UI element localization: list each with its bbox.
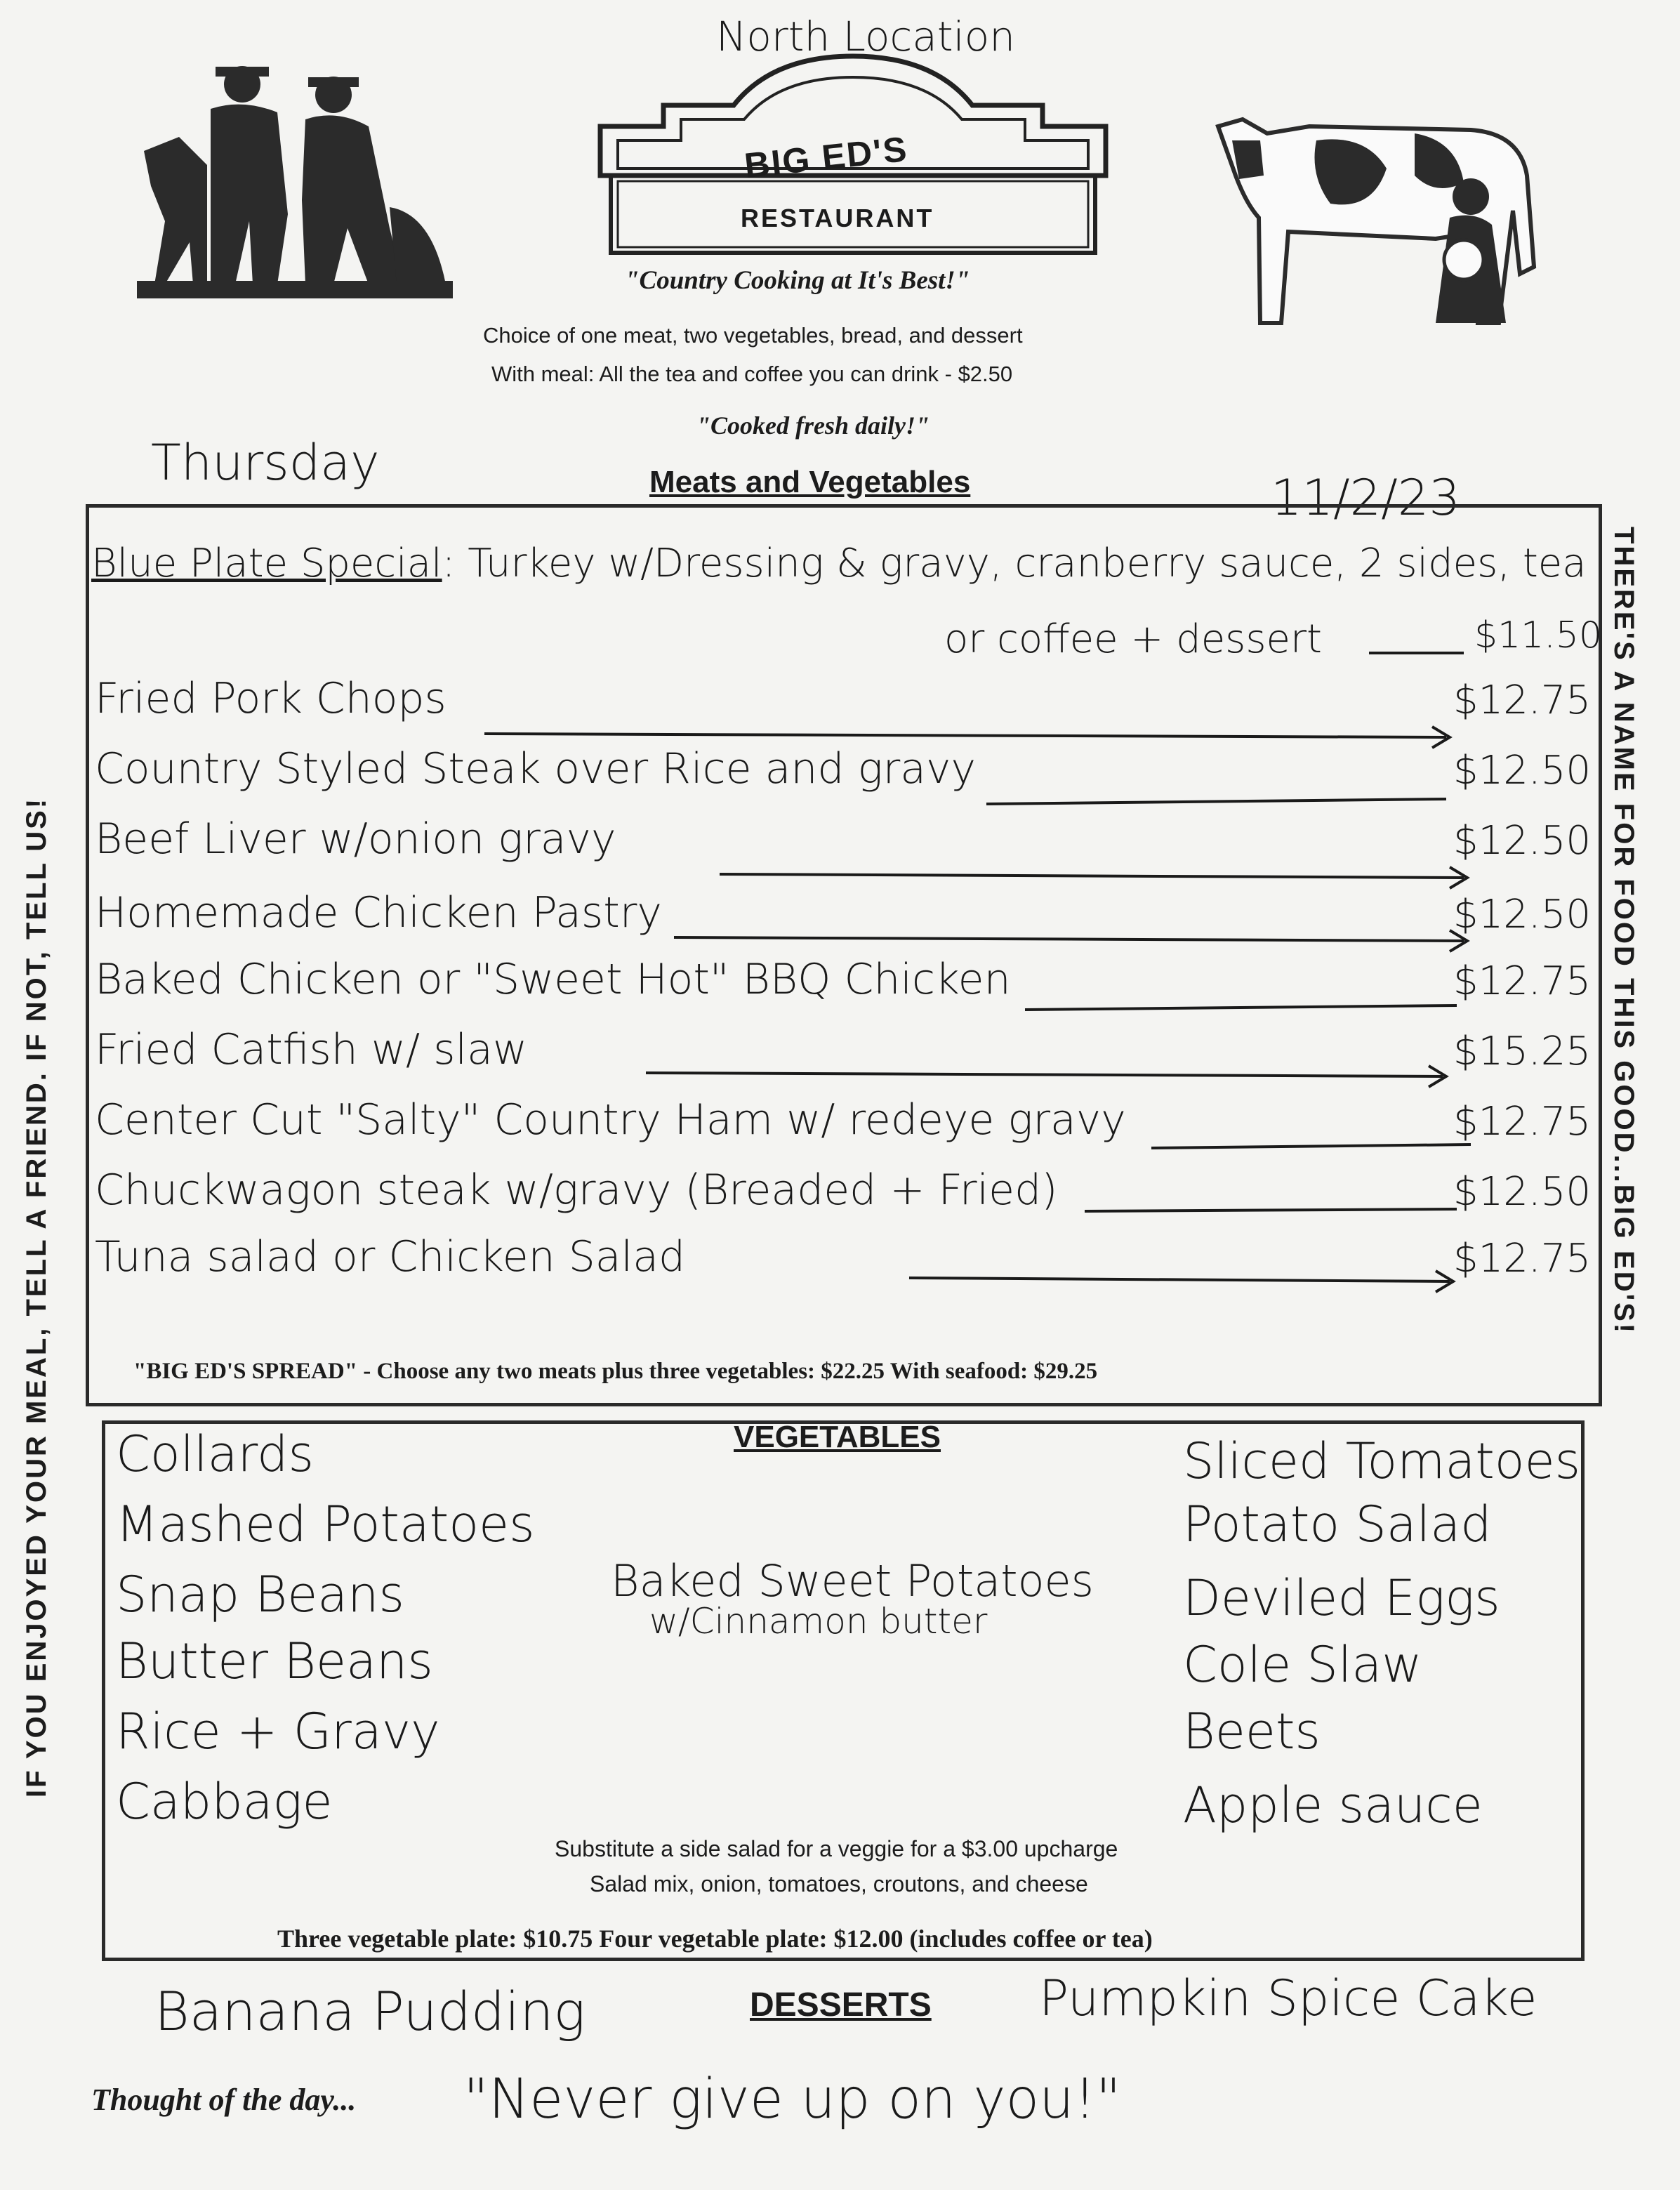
menu-item-price: $12.50	[1453, 818, 1591, 864]
special-price: $11.50	[1474, 614, 1602, 657]
vegetable-item: Deviled Eggs	[1183, 1569, 1500, 1627]
vegetable-item: Cabbage	[116, 1773, 333, 1831]
menu-item-price: $12.50	[1453, 892, 1591, 937]
special-label: Blue Plate Special	[91, 541, 442, 586]
menu-item-price: $12.75	[1453, 1236, 1591, 1281]
farmers-silhouette-icon	[137, 60, 453, 323]
desserts-heading: DESSERTS	[750, 1986, 932, 2024]
menu-item-name: Fried Catfish w/ slaw	[95, 1025, 528, 1074]
special-description: : Turkey w/Dressing & gravy, cranberry sauce, 2 sides, tea	[442, 541, 1587, 586]
vegetables-heading: VEGETABLES	[734, 1420, 941, 1454]
menu-item-price: $12.75	[1453, 958, 1591, 1004]
menu-item-name: Tuna salad or Chicken Salad	[95, 1232, 686, 1281]
menu-date: 11/2/23	[1271, 469, 1460, 527]
menu-item-name: Chuckwagon steak w/gravy (Breaded + Fried)	[95, 1166, 1058, 1215]
tagline: "Country Cooking at It's Best!"	[625, 266, 970, 295]
salad-substitute-note: Substitute a side salad for a veggie for a $3.00 upcharge	[555, 1836, 1118, 1861]
menu-item-name: Country Styled Steak over Rice and gravy	[95, 744, 977, 793]
logo-name: BIG ED'S	[742, 128, 910, 186]
menu-item-price: $12.50	[1453, 748, 1591, 793]
location-note: North Location	[716, 13, 1015, 60]
vegetable-item: Snap Beans	[116, 1566, 405, 1623]
special-description-cont: or coffee + dessert	[944, 616, 1322, 662]
cooked-fresh-note: "Cooked fresh daily!"	[696, 411, 930, 440]
meats-heading: Meats and Vegetables	[649, 465, 971, 499]
vegetable-item: Mashed Potatoes	[116, 1496, 535, 1553]
vegetable-item: Butter Beans	[116, 1632, 433, 1690]
vegetable-special-note: w/Cinnamon butter	[649, 1601, 988, 1642]
menu-item-name: Center Cut "Salty" Country Ham w/ redeye gravy	[95, 1095, 1126, 1145]
menu-item-name: Beef Liver w/onion gravy	[95, 814, 616, 864]
vegetable-item: Apple sauce	[1183, 1776, 1483, 1834]
big-eds-spread: "BIG ED'S SPREAD" - Choose any two meats plus three vegetables: $22.25 With seafood: $29.25	[133, 1359, 1098, 1384]
cow-milkmaid-icon	[1204, 112, 1548, 351]
vegetable-item: Rice + Gravy	[116, 1703, 440, 1760]
menu-item-price: $12.75	[1453, 678, 1591, 723]
vegetable-plate-prices: Three vegetable plate: $10.75 Four vegetable plate: $12.00 (includes coffee or tea)	[277, 1925, 1153, 1953]
side-slogan-right: THERE'S A NAME FOR FOOD THIS GOOD...BIG ED'S!	[1608, 527, 1639, 1335]
beverage-note: With meal: All the tea and coffee you can drink - $2.50	[491, 362, 1013, 386]
menu-day: Thursday	[151, 434, 380, 492]
menu-item-name: Baked Chicken or "Sweet Hot" BBQ Chicken	[95, 955, 1011, 1004]
menu-item-price: $12.50	[1453, 1169, 1591, 1215]
vegetable-item: Beets	[1183, 1703, 1321, 1760]
salad-contents-note: Salad mix, onion, tomatoes, croutons, and cheese	[590, 1871, 1088, 1897]
dessert-item: Banana Pudding	[154, 1980, 586, 2043]
vegetable-item: Collards	[116, 1425, 314, 1483]
thought-of-day-text: "Never give up on you!"	[463, 2068, 1121, 2131]
vegetable-item: Sliced Tomatoes	[1183, 1432, 1581, 1490]
menu-item-name: Fried Pork Chops	[95, 674, 447, 723]
side-slogan-left: IF YOU ENJOYED YOUR MEAL, TELL A FRIEND. IF NOT, TELL US!	[21, 796, 52, 1797]
blue-plate-special	[91, 541, 1587, 586]
vegetable-special: Baked Sweet Potatoes	[611, 1555, 1094, 1607]
menu-item-price: $15.25	[1453, 1029, 1591, 1074]
meal-intro: Choice of one meat, two vegetables, bread, and dessert	[483, 323, 1023, 348]
vegetable-item: Cole Slaw	[1183, 1636, 1422, 1694]
thought-of-day-label: Thought of the day...	[91, 2083, 357, 2117]
menu-item-price: $12.75	[1453, 1099, 1591, 1145]
menu-item-name: Homemade Chicken Pastry	[95, 888, 662, 937]
logo-subtitle: RESTAURANT	[741, 204, 934, 232]
dessert-item: Pumpkin Spice Cake	[1039, 1970, 1537, 2027]
vegetable-item: Potato Salad	[1183, 1496, 1492, 1553]
